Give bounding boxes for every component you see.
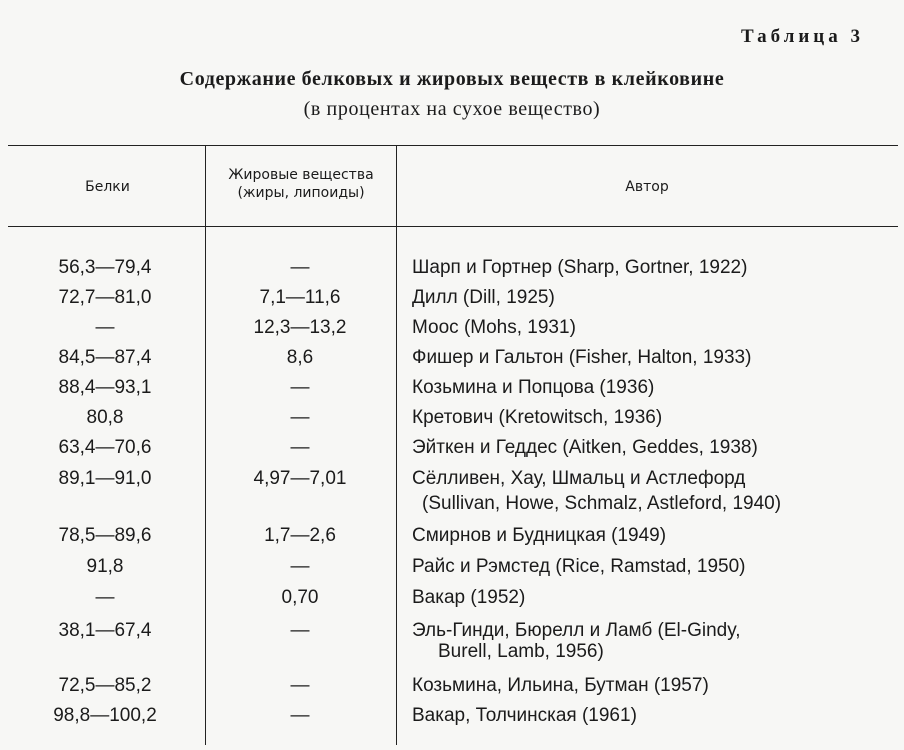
proteins-cell: 72,7—81,0 xyxy=(58,287,152,308)
author-cell: Эль-Гинди, Бюрелл и Ламб (El-Gindy, xyxy=(412,620,741,641)
header-fats-line1: Жировые вещества xyxy=(228,167,374,183)
fats-cell: 0,70 xyxy=(281,587,319,608)
proteins-cell: 56,3—79,4 xyxy=(58,257,152,278)
fats-cell: 12,3—13,2 xyxy=(253,317,347,338)
proteins-cell: — xyxy=(95,317,115,338)
fats-cell: — xyxy=(290,675,310,696)
fats-cell: — xyxy=(290,705,310,726)
fats-cell: — xyxy=(290,377,310,398)
author-cell: Сёлливен, Хау, Шмальц и Астлефорд xyxy=(412,468,746,489)
header-proteins: Белки xyxy=(85,179,130,195)
table-title: Содержание белковых и жировых веществ в клейковине xyxy=(179,68,725,90)
author-cell-continuation: (Sullivan, Howe, Schmalz, Astleford, 1940) xyxy=(422,493,782,514)
proteins-cell: 38,1—67,4 xyxy=(58,620,152,641)
table-subtitle: (в процентах на сухое вещество) xyxy=(303,98,601,120)
proteins-cell: — xyxy=(95,587,115,608)
author-cell: Шарп и Гортнер (Sharp, Gortner, 1922) xyxy=(412,257,748,278)
author-cell: Дилл (Dill, 1925) xyxy=(412,287,555,308)
fats-cell: 7,1—11,6 xyxy=(259,287,341,308)
author-cell: Козьмина, Ильина, Бутман (1957) xyxy=(412,675,709,696)
header-fats-line2: (жиры, липоиды) xyxy=(237,185,365,201)
fats-cell: — xyxy=(290,407,310,428)
fats-cell: 4,97—7,01 xyxy=(253,468,347,489)
proteins-cell: 91,8 xyxy=(86,556,124,577)
header-bottom-rule xyxy=(8,226,898,227)
fats-cell: — xyxy=(290,257,310,278)
proteins-cell: 98,8—100,2 xyxy=(53,705,157,726)
author-cell: Вакар (1952) xyxy=(412,587,526,608)
proteins-cell: 72,5—85,2 xyxy=(58,675,152,696)
fats-cell: 1,7—2,6 xyxy=(264,525,336,546)
author-cell: Смирнов и Будницкая (1949) xyxy=(412,525,667,546)
header-author: Автор xyxy=(625,179,669,195)
proteins-cell: 63,4—70,6 xyxy=(58,437,152,458)
fats-cell: — xyxy=(290,556,310,577)
proteins-cell: 80,8 xyxy=(86,407,124,428)
table-top-rule xyxy=(8,145,898,146)
table-number: Таблица 3 xyxy=(740,26,864,47)
proteins-cell: 88,4—93,1 xyxy=(58,377,152,398)
proteins-cell: 84,5—87,4 xyxy=(58,347,152,368)
author-cell: Моос (Mohs, 1931) xyxy=(412,317,576,338)
author-cell: Вакар, Толчинская (1961) xyxy=(412,705,637,726)
author-cell: Эйткен и Геддес (Aitken, Geddes, 1938) xyxy=(412,437,758,458)
author-cell: Фишер и Гальтон (Fisher, Halton, 1933) xyxy=(412,347,752,368)
author-cell: Козьмина и Попцова (1936) xyxy=(412,377,655,398)
fats-cell: — xyxy=(290,437,310,458)
proteins-cell: 78,5—89,6 xyxy=(58,525,152,546)
author-cell: Райс и Рэмстед (Rice, Ramstad, 1950) xyxy=(412,556,746,577)
fats-cell: 8,6 xyxy=(286,347,314,368)
column-divider-2 xyxy=(396,145,397,745)
header-fats xyxy=(206,166,396,202)
proteins-cell: 89,1—91,0 xyxy=(58,468,152,489)
fats-cell: — xyxy=(290,620,310,641)
author-cell-continuation: Burell, Lamb, 1956) xyxy=(438,641,604,662)
author-cell: Кретович (Kretowitsch, 1936) xyxy=(412,407,663,428)
